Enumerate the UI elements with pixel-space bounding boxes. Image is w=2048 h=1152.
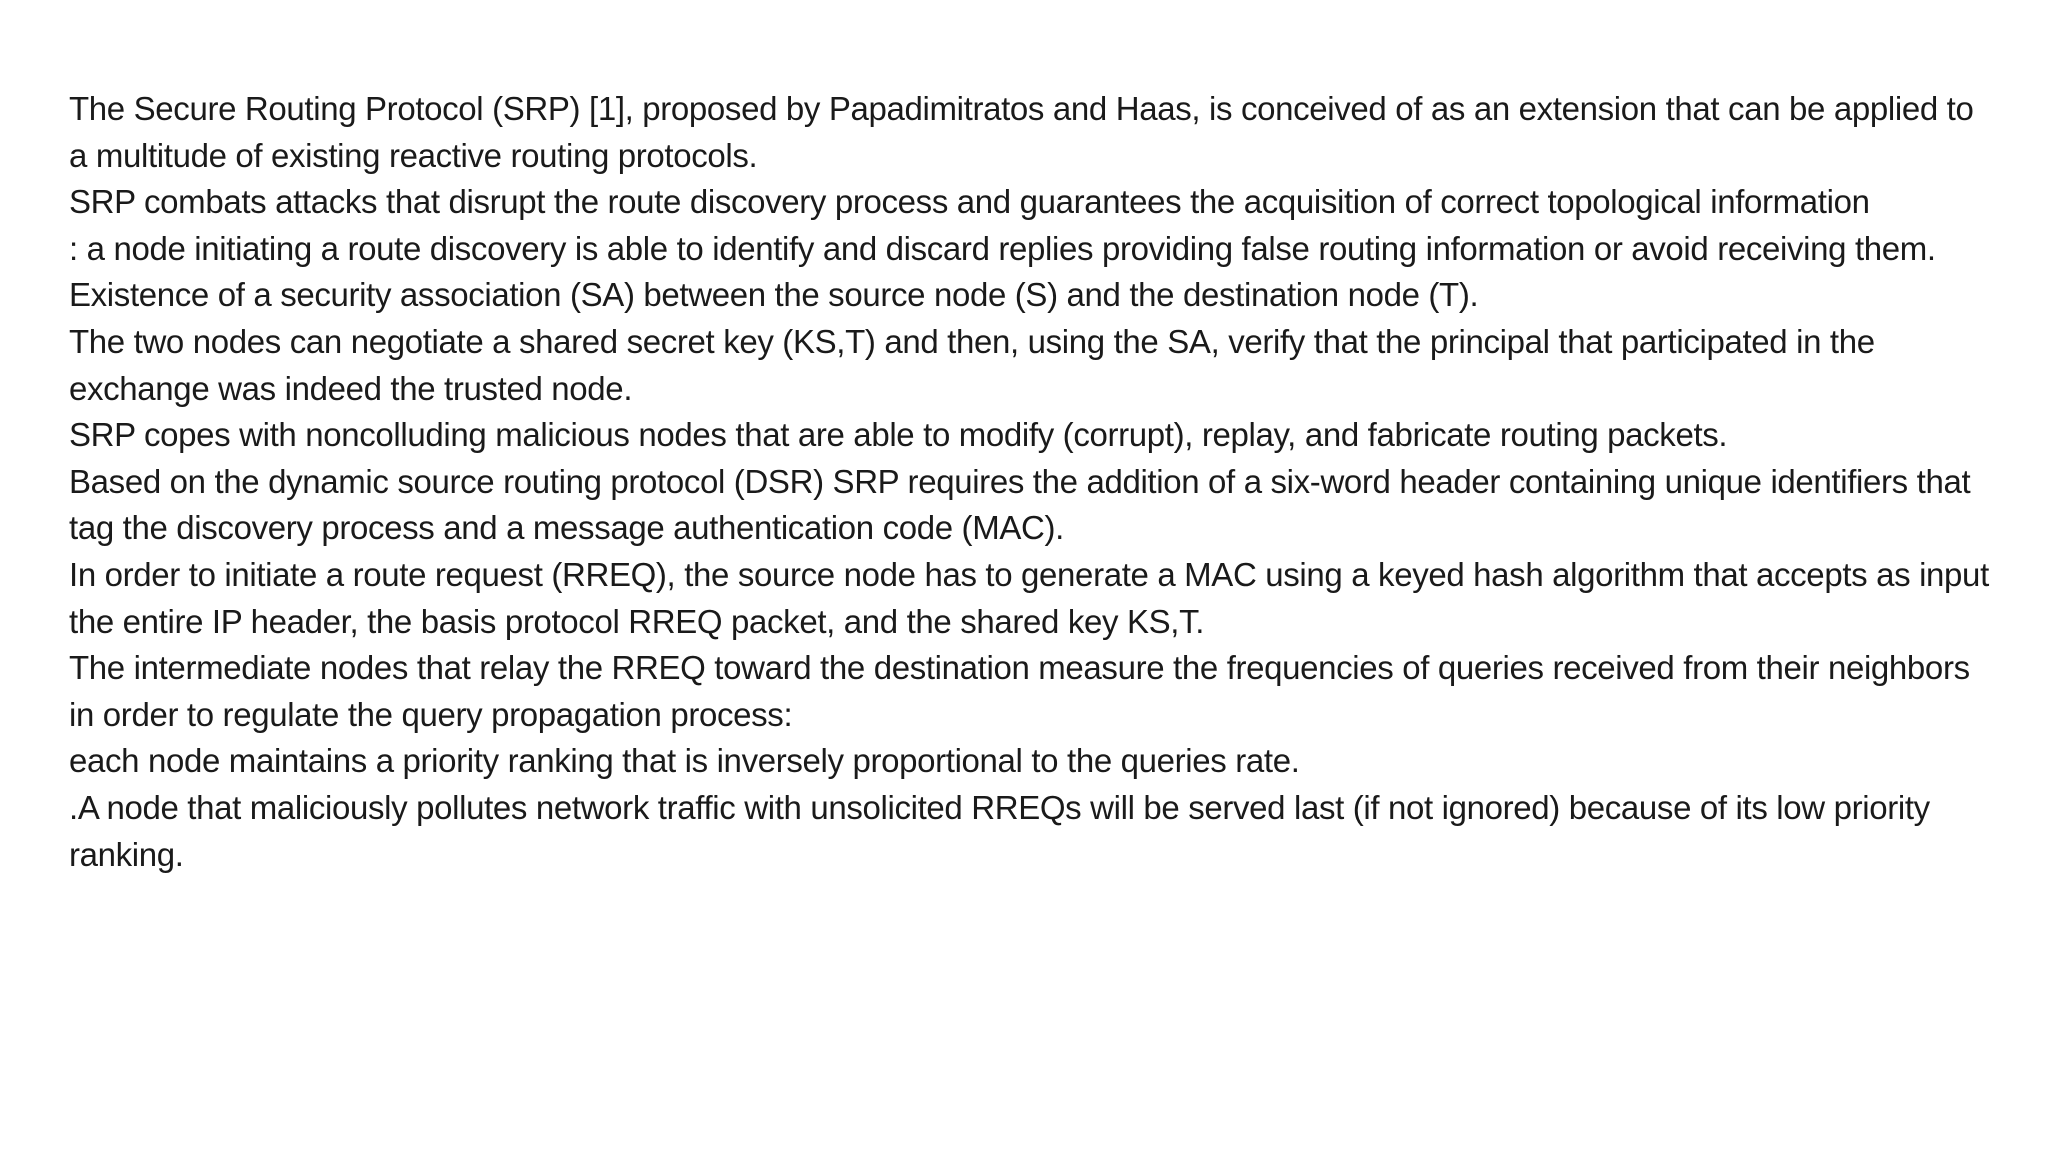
paragraph-srp-intro: The Secure Routing Protocol (SRP) [1], proposed by Papadimitratos and Haas, is conceived of as an extension that can be applied to a multitude of existing reactive routing protocols. <box>69 90 1974 174</box>
paragraph-noncolluding-nodes: SRP copes with noncolluding malicious nodes that are able to modify (corrupt), replay, and fabricate routing packets. <box>69 416 1728 454</box>
paragraph-intermediate-nodes: The intermediate nodes that relay the RREQ toward the destination measure the frequencies of queries received from their neighbors in order to regulate the query propagation process: <box>69 649 1970 733</box>
paragraph-priority-ranking: each node maintains a priority ranking that is inversely proportional to the queries rate. <box>69 742 1300 780</box>
paragraph-malicious-node: .A node that maliciously pollutes network traffic with unsolicited RREQs will be served last (if not ignored) because of its low priority ranking. <box>69 788 1930 873</box>
slide-body-text <box>69 86 1989 878</box>
paragraph-security-association: Existence of a security association (SA) between the source node (S) and the destination node (T). <box>69 276 1479 314</box>
paragraph-shared-secret-key: The two nodes can negotiate a shared secret key (KS,T) and then, using the SA, verify that the principal that participated in the exchange was indeed the trusted node. <box>69 322 1875 407</box>
paragraph-node-initiating: : a node initiating a route discovery is able to identify and discard replies providing false routing information or avoid receiving them. <box>69 229 1936 267</box>
paragraph-route-request-mac: In order to initiate a route request (RREQ), the source node has to generate a MAC using a keyed hash algorithm that accepts as input the entire IP header, the basis protocol RREQ packet, and the shared key KS,T. <box>69 555 1989 640</box>
paragraph-srp-combats: SRP combats attacks that disrupt the route discovery process and guarantees the acquisition of correct topological information <box>69 183 1870 221</box>
paragraph-dsr-header: Based on the dynamic source routing protocol (DSR) SRP requires the addition of a six-word header containing unique identifiers that tag the discovery process and a message authentication code (MAC). <box>69 462 1971 547</box>
